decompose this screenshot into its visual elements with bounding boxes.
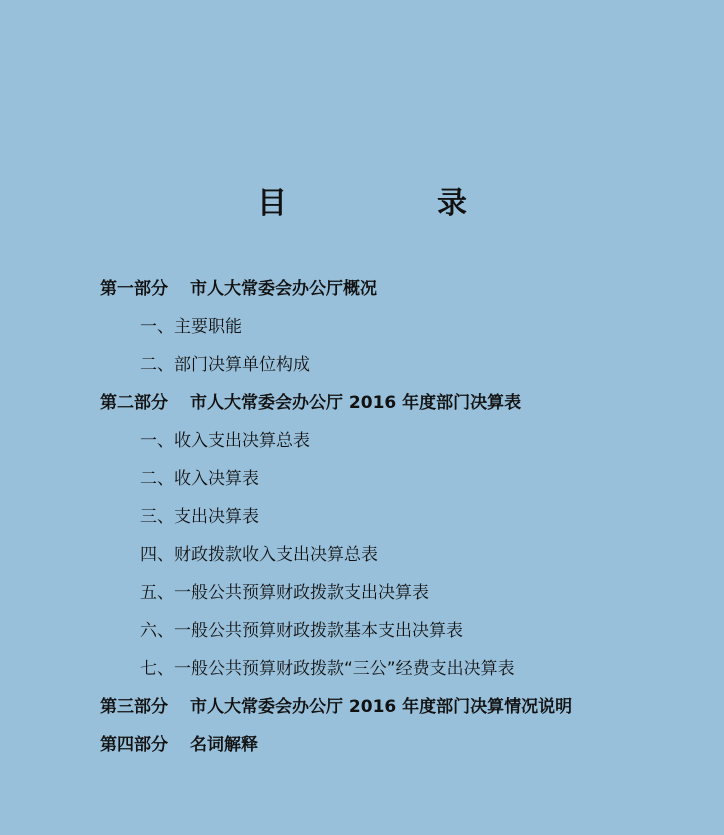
toc-part-label: 第四部分 — [100, 735, 168, 755]
toc-item: 六、一般公共预算财政拨款基本支出决算表 — [140, 621, 463, 641]
toc-item: 二、收入决算表 — [140, 469, 259, 489]
toc-part-label: 第二部分 — [100, 393, 168, 413]
toc-part-text: 市人大常委会办公厅 2016 年度部门决算表 — [190, 393, 522, 413]
toc-item: 三、支出决算表 — [140, 507, 259, 527]
toc-item: 七、一般公共预算财政拨款“三公”经费支出决算表 — [140, 659, 515, 679]
page-title: 目 录 — [257, 186, 527, 221]
toc-item: 五、一般公共预算财政拨款支出决算表 — [140, 583, 429, 603]
toc-part-2 — [0, 384, 724, 422]
toc-item: 一、主要职能 — [140, 317, 242, 337]
toc-item: 一、收入支出决算总表 — [140, 431, 310, 451]
toc-part-text: 市人大常委会办公厅 2016 年度部门决算情况说明 — [190, 697, 573, 717]
toc-item: 四、财政拨款收入支出决算总表 — [140, 545, 378, 565]
toc-part-text: 市人大常委会办公厅概况 — [190, 279, 377, 299]
toc-part-text: 名词解释 — [190, 735, 258, 755]
table-of-contents — [0, 270, 724, 764]
toc-part-3 — [0, 688, 724, 726]
toc-part-4 — [0, 726, 724, 764]
toc-part-1 — [0, 270, 724, 308]
toc-part-label: 第一部分 — [100, 279, 168, 299]
toc-part-label: 第三部分 — [100, 697, 168, 717]
toc-item: 二、部门决算单位构成 — [140, 355, 310, 375]
